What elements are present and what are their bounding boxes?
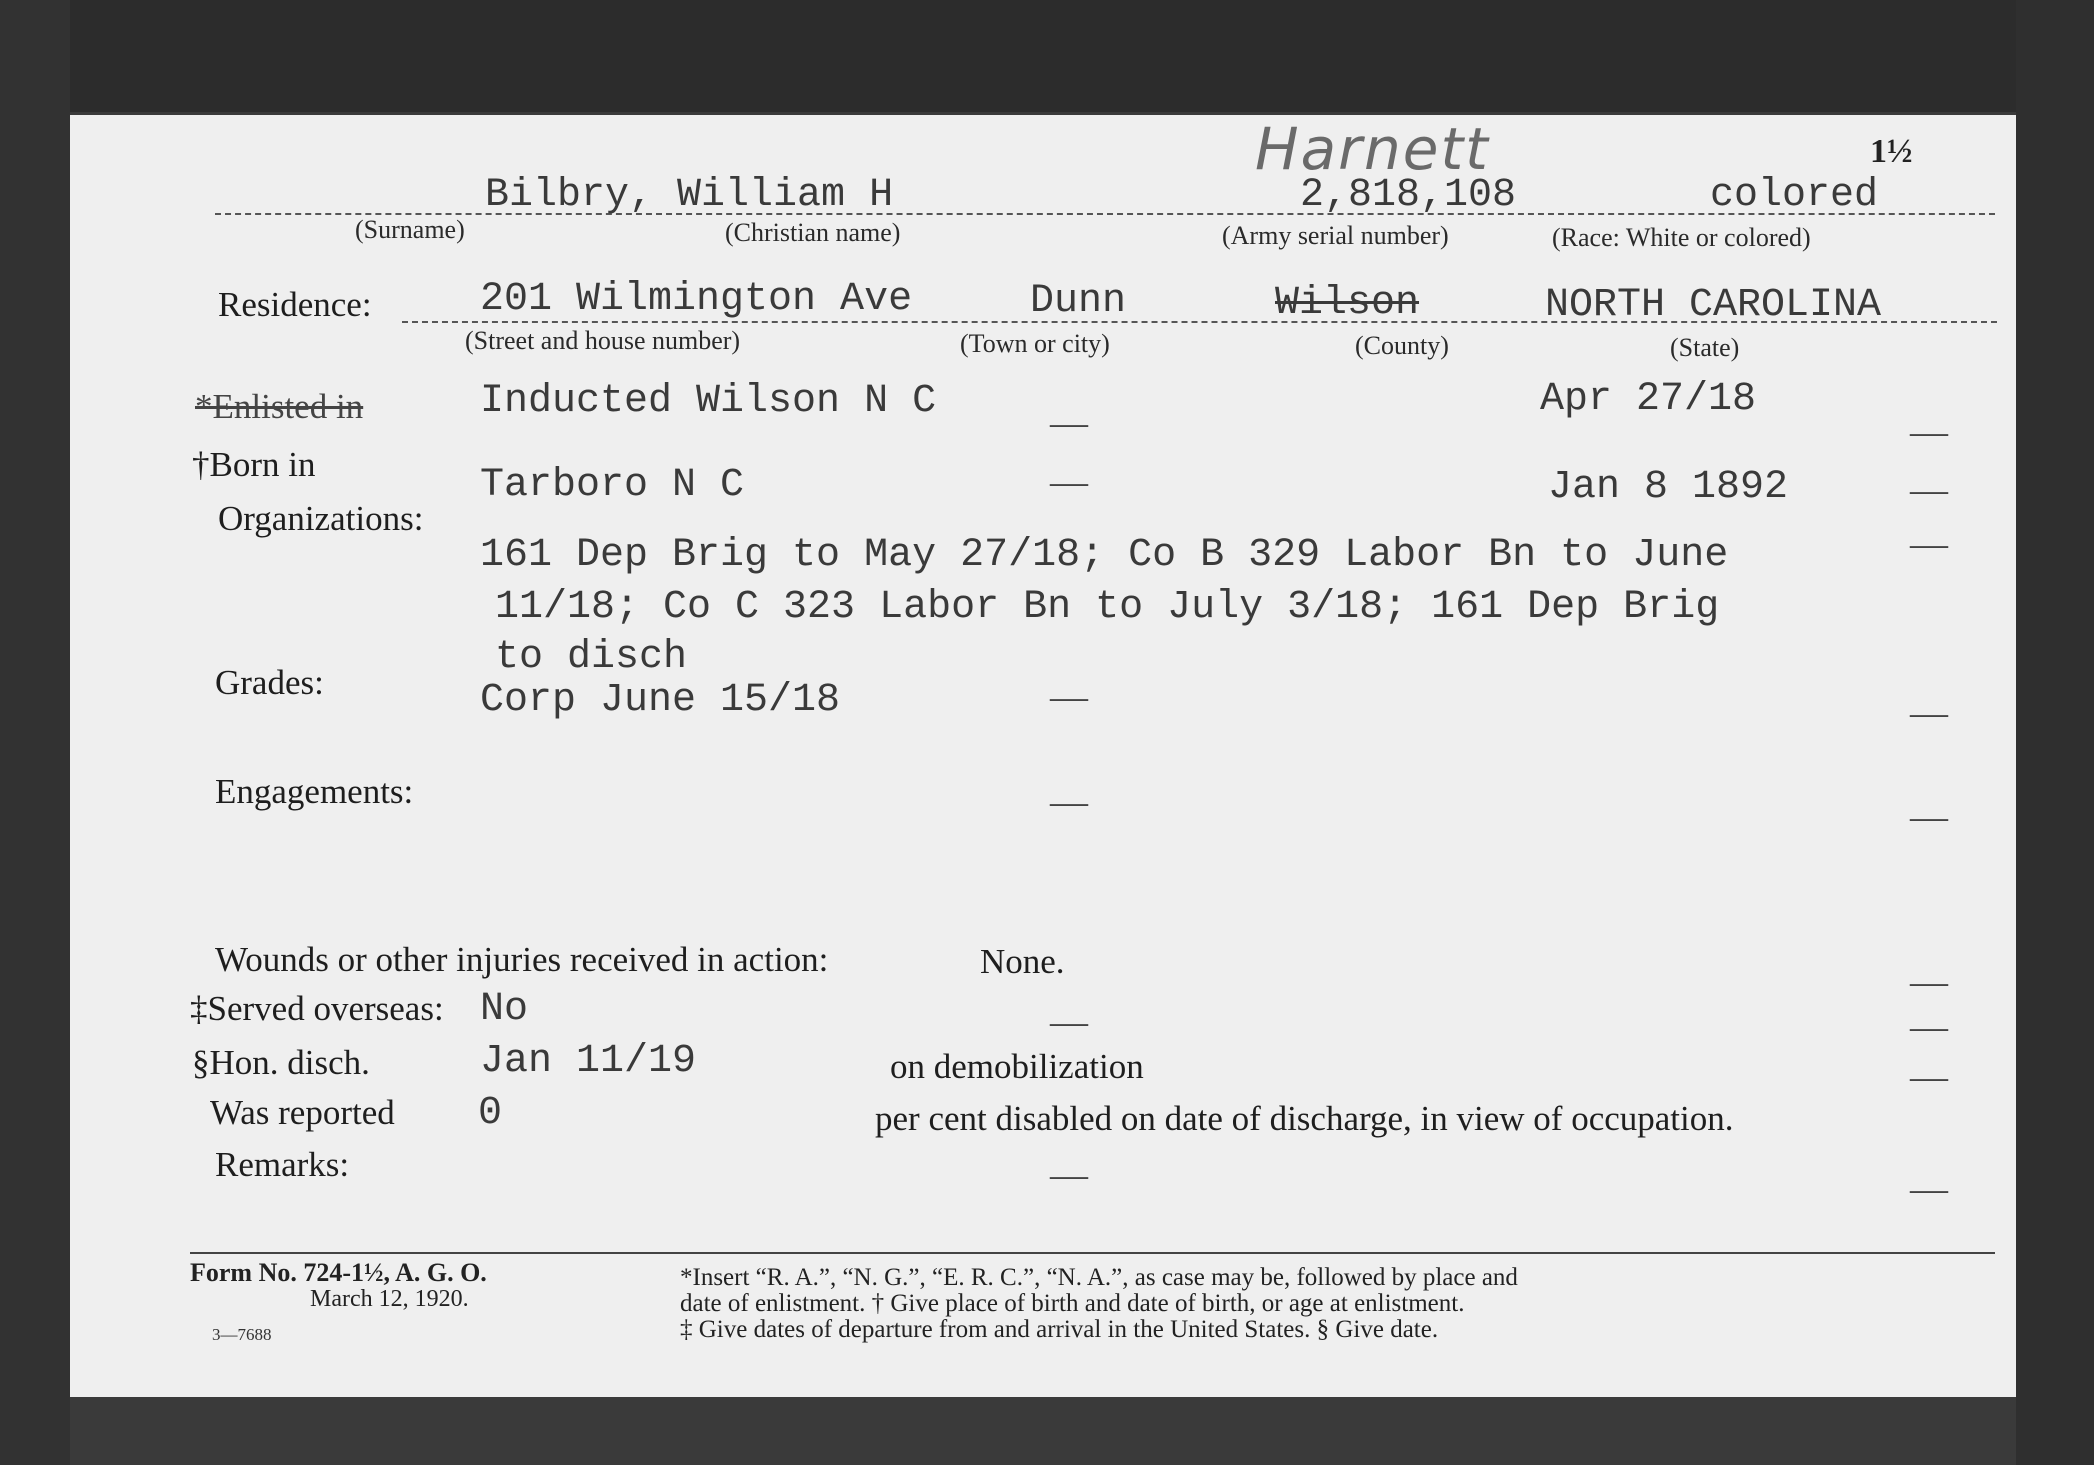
footnote-line-1: *Insert “R. A.”, “N. G.”, “E. R. C.”, “N. A.”, as case may be, followed by place and	[680, 1264, 1518, 1291]
caption-county: (County)	[1355, 331, 1449, 360]
remarks-label: Remarks:	[215, 1145, 350, 1184]
reported-label: Was reported	[210, 1093, 395, 1132]
footnote-line-2: date of enlistment. † Give place of birth and date of birth, or age at enlistment.	[680, 1290, 1465, 1317]
print-code: 3—7688	[212, 1325, 272, 1344]
grades-dash-2: —	[1910, 692, 1948, 734]
card-number: 1½	[1870, 133, 1913, 170]
scanner-background-right	[2016, 0, 2094, 1465]
enlisted-label: *Enlisted in	[195, 387, 364, 426]
caption-town: (Town or city)	[960, 329, 1110, 358]
form-date: March 12, 1920.	[310, 1286, 469, 1312]
caption-surname: (Surname)	[355, 215, 465, 244]
caption-street: (Street and house number)	[465, 326, 741, 355]
organizations-line-3: to disch	[495, 635, 688, 680]
grades-dash-1: —	[1050, 676, 1088, 718]
born-label: †Born in	[192, 445, 316, 484]
scanner-background-left	[0, 0, 70, 1465]
residence-county: Wilson	[1275, 281, 1420, 326]
overseas-dash-1: —	[1050, 1001, 1088, 1043]
reported-value: 0	[478, 1091, 503, 1136]
soldier-name: Bilbry, William H	[485, 173, 894, 218]
served-overseas-label: ‡Served overseas:	[190, 989, 444, 1028]
form-number: Form No. 724-1½, A. G. O.	[190, 1258, 487, 1287]
discharge-dash: —	[1910, 1006, 1948, 1048]
grades-value: Corp June 15/18	[480, 678, 841, 723]
grades-label: Grades:	[215, 663, 324, 702]
organizations-line-1: 161 Dep Brig to May 27/18; Co B 329 Labor Bn to June	[480, 533, 1729, 578]
overseas-dash-2: —	[1910, 961, 1948, 1003]
residence-street: 201 Wilmington Ave	[480, 277, 913, 322]
born-date: Jan 8 1892	[1548, 465, 1789, 510]
caption-serial-number: (Army serial number)	[1222, 221, 1449, 250]
discharge-date: Jan 11/19	[480, 1039, 697, 1084]
army-serial-number: 2,818,108	[1300, 173, 1517, 218]
caption-race: (Race: White or colored)	[1552, 223, 1811, 252]
service-record-card	[70, 115, 2016, 1397]
born-place: Tarboro N C	[480, 463, 745, 508]
residence-town: Dunn	[1030, 279, 1127, 324]
footnote-line-3: ‡ Give dates of departure from and arrival in the United States. § Give date.	[680, 1316, 1439, 1343]
reported-dash: —	[1910, 1056, 1948, 1098]
engagements-dash-1: —	[1050, 781, 1088, 823]
organizations-label: Organizations:	[218, 499, 424, 538]
wounds-value: None.	[980, 942, 1065, 981]
footer-rule	[190, 1252, 1995, 1254]
enlisted-value: Inducted Wilson N C	[480, 379, 937, 424]
wounds-label: Wounds or other injuries received in action:	[215, 940, 829, 979]
born-dash-2: —	[1910, 469, 1948, 511]
enlisted-dash-2: —	[1910, 411, 1948, 453]
residence-label: Residence:	[218, 285, 372, 324]
race-value: colored	[1710, 173, 1879, 218]
enlisted-date: Apr 27/18	[1540, 377, 1757, 422]
remarks-dash-2: —	[1910, 1168, 1948, 1210]
discharge-label: §Hon. disch.	[192, 1043, 370, 1082]
organizations-dash: —	[1910, 523, 1948, 565]
discharge-reason: on demobilization	[890, 1047, 1144, 1086]
residence-state: NORTH CAROLINA	[1545, 283, 1882, 328]
remarks-dash-1: —	[1050, 1154, 1088, 1196]
handwritten-county-note: Harnett	[1255, 115, 1490, 183]
caption-christian-name: (Christian name)	[725, 218, 901, 247]
caption-state: (State)	[1670, 333, 1740, 362]
engagements-dash-2: —	[1910, 796, 1948, 838]
born-dash-1: —	[1050, 461, 1088, 503]
reported-suffix: per cent disabled on date of discharge, in view of occupation.	[875, 1099, 1734, 1138]
served-overseas-value: No	[480, 987, 529, 1032]
organizations-line-2: 11/18; Co C 323 Labor Bn to July 3/18; 161 Dep Brig	[495, 585, 1720, 630]
enlisted-dash-1: —	[1050, 402, 1088, 444]
scanner-background-top	[0, 0, 2094, 112]
engagements-label: Engagements:	[215, 772, 414, 811]
